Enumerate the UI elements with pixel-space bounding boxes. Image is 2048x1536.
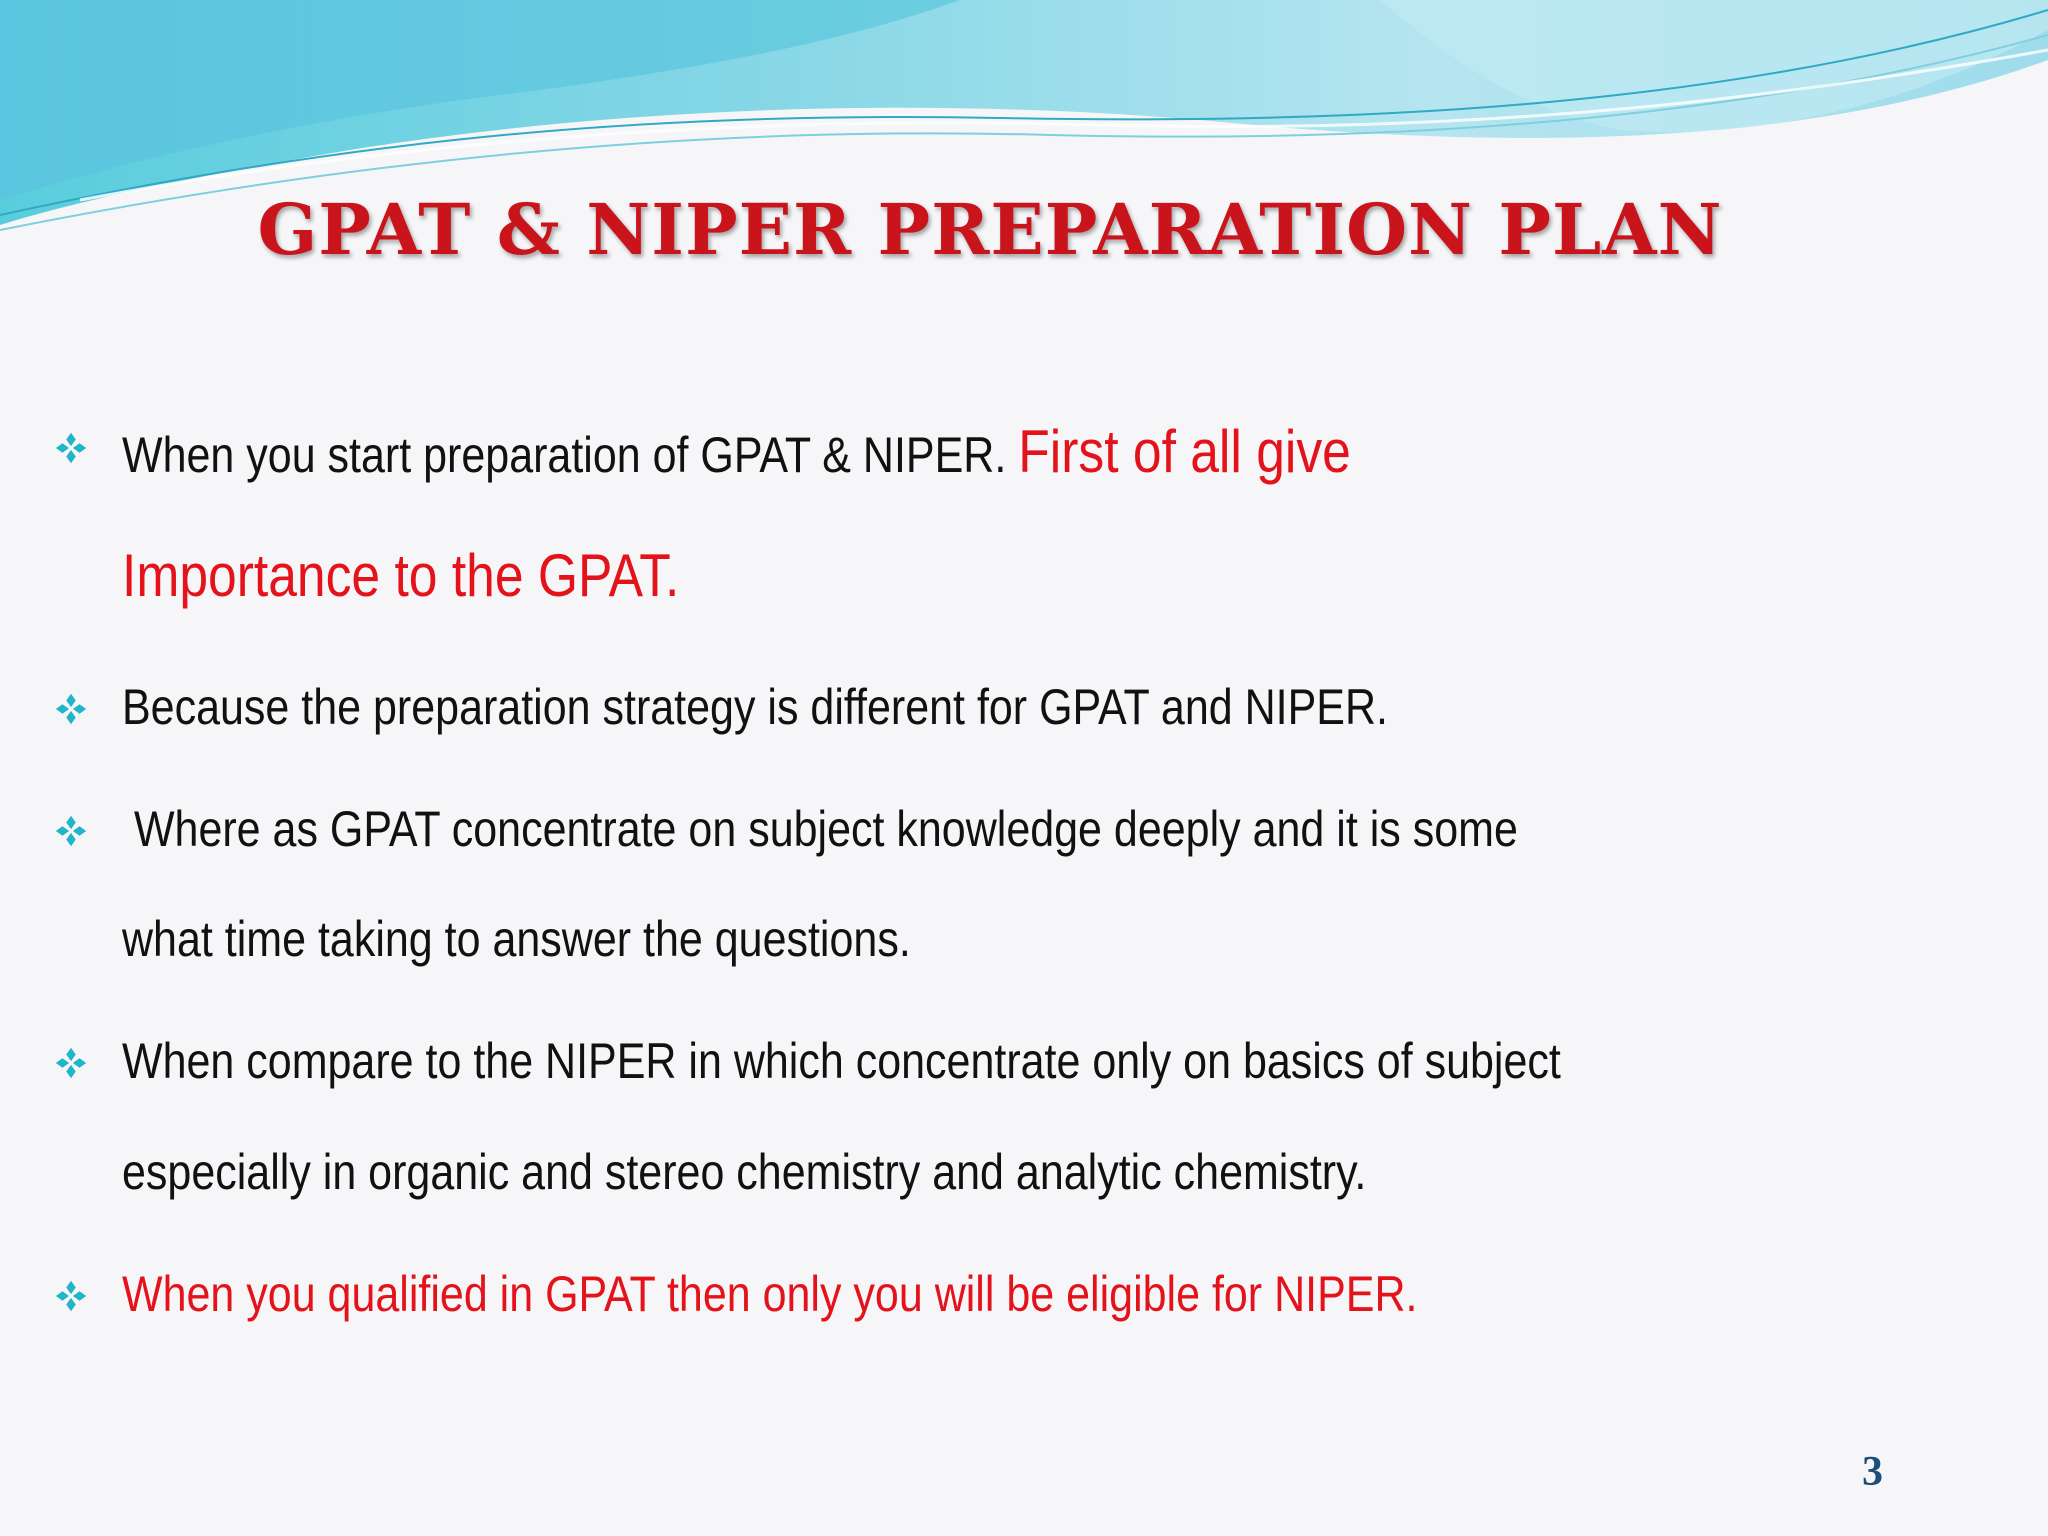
bullet-3-line-1: Where as GPAT concentrate on subject knowledge deeply and it is some [122,801,1518,857]
slide-title: GPAT & NIPER PREPARATION PLAN [257,188,1723,271]
diamond-bullet-icon [52,429,90,467]
bullet-1-highlight: First of all give [1018,418,1351,485]
bullet-4-line-1: When compare to the NIPER in which concentrate only on basics of subject [122,1033,1561,1089]
diamond-bullet-icon [52,690,90,728]
bullet-5-line-1: When you qualified in GPAT then only you will be eligible for NIPER. [122,1266,1418,1322]
bullet-1-text: When you start preparation of GPAT & NIPER. [122,427,1019,483]
bullet-4-line-2: especially in organic and stereo chemistry and analytic chemistry. [122,1144,1367,1200]
diamond-bullet-icon [52,812,90,850]
page-number: 3 [1862,1449,1883,1495]
bullet-3-line-2: what time taking to answer the questions. [122,911,911,967]
bullet-1-line-1 [122,417,1351,486]
diamond-bullet-icon [52,1277,90,1315]
bullet-1-line-2: Importance to the GPAT. [122,542,680,609]
diamond-bullet-icon [52,1044,90,1082]
bullet-2-line-1: Because the preparation strategy is different for GPAT and NIPER. [122,679,1388,735]
